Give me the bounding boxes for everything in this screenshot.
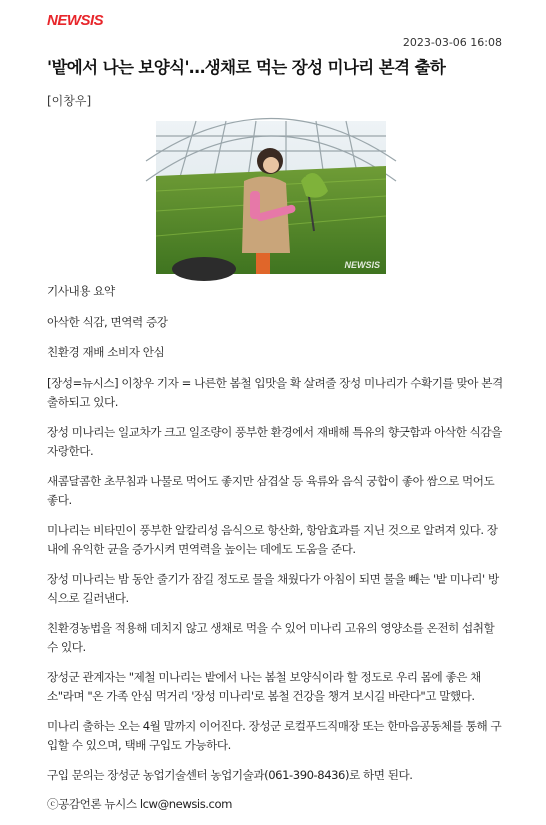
article-headline: '밭에서 나는 보양식'…생채로 먹는 장성 미나리 본격 출하: [47, 58, 446, 77]
article-paragraph: 구입 문의는 장성군 농업기술센터 농업기술과(061-390-8436)로 하면 된다.: [47, 767, 413, 782]
article-paragraph: 장성 미나리는 일교차가 크고 일조량이 풍부한 환경에서 재배해 특유의 향긋함과 아삭한 식감을 자랑한다.: [47, 424, 502, 458]
newsis-logo[interactable]: NEWSIS: [47, 12, 104, 29]
summary-title: 기사내용 요약: [47, 284, 115, 298]
article-paragraph: [장성=뉴시스] 이창우 기자 = 나른한 봄철 입맛을 확 살려줄 장성 미나리가 수확기를 맞아 본격 출하되고 있다.: [47, 375, 503, 409]
article-body: [47, 282, 507, 825]
article-paragraph: 장성 미나리는 밤 동안 줄기가 잠길 정도로 물을 채웠다가 아침이 되면 물을 빼는 '밭 미나리' 방식으로 길러낸다.: [47, 571, 499, 605]
article-datetime: 2023-03-06 16:08: [402, 36, 502, 49]
article-paragraph: 새콤달콤한 초무침과 나물로 먹어도 좋지만 삼겹살 등 육류와 음식 궁합이 좋아 쌈으로 먹어도 좋다.: [47, 473, 495, 507]
article-byline: [이창우]: [47, 94, 92, 108]
greenhouse-photo-illustration: [156, 121, 386, 274]
article-photo[interactable]: [156, 121, 386, 274]
article-paragraph: 장성군 관계자는 "제철 미나리는 밭에서 나는 봄철 보양식이라 할 정도로 우리 몸에 좋은 채소"라며 "온 가족 안심 먹거리 '장성 미나리'로 봄철 건강을 챙겨 보시길 바란다"고 말했다.: [47, 669, 481, 703]
article-paragraph: 미나리는 비타민이 풍부한 알칼리성 음식으로 항산화, 항암효과를 지닌 것으로 알려져 있다. 장 내에 유익한 균을 증가시켜 면역력을 높이는 데에도 도움을 준다.: [47, 522, 498, 556]
summary-point: 친환경 재배 소비자 안심: [47, 345, 165, 359]
summary-point: 아삭한 식감, 면역력 증강: [47, 314, 168, 329]
article-copyright: ⓒ공감언론 뉴시스 lcw@newsis.com: [47, 797, 232, 811]
article-paragraph: 친환경농법을 적용해 데치지 않고 생채로 먹을 수 있어 미나리 고유의 영양소를 온전히 섭취할 수 있다.: [47, 620, 495, 654]
photo-watermark: NEWSIS: [344, 260, 380, 270]
article-paragraph: 미나리 출하는 오는 4월 말까지 이어진다. 장성군 로컬푸드직매장 또는 한마음공동체를 통해 구입할 수 있으며, 택배 구입도 가능하다.: [47, 718, 502, 752]
